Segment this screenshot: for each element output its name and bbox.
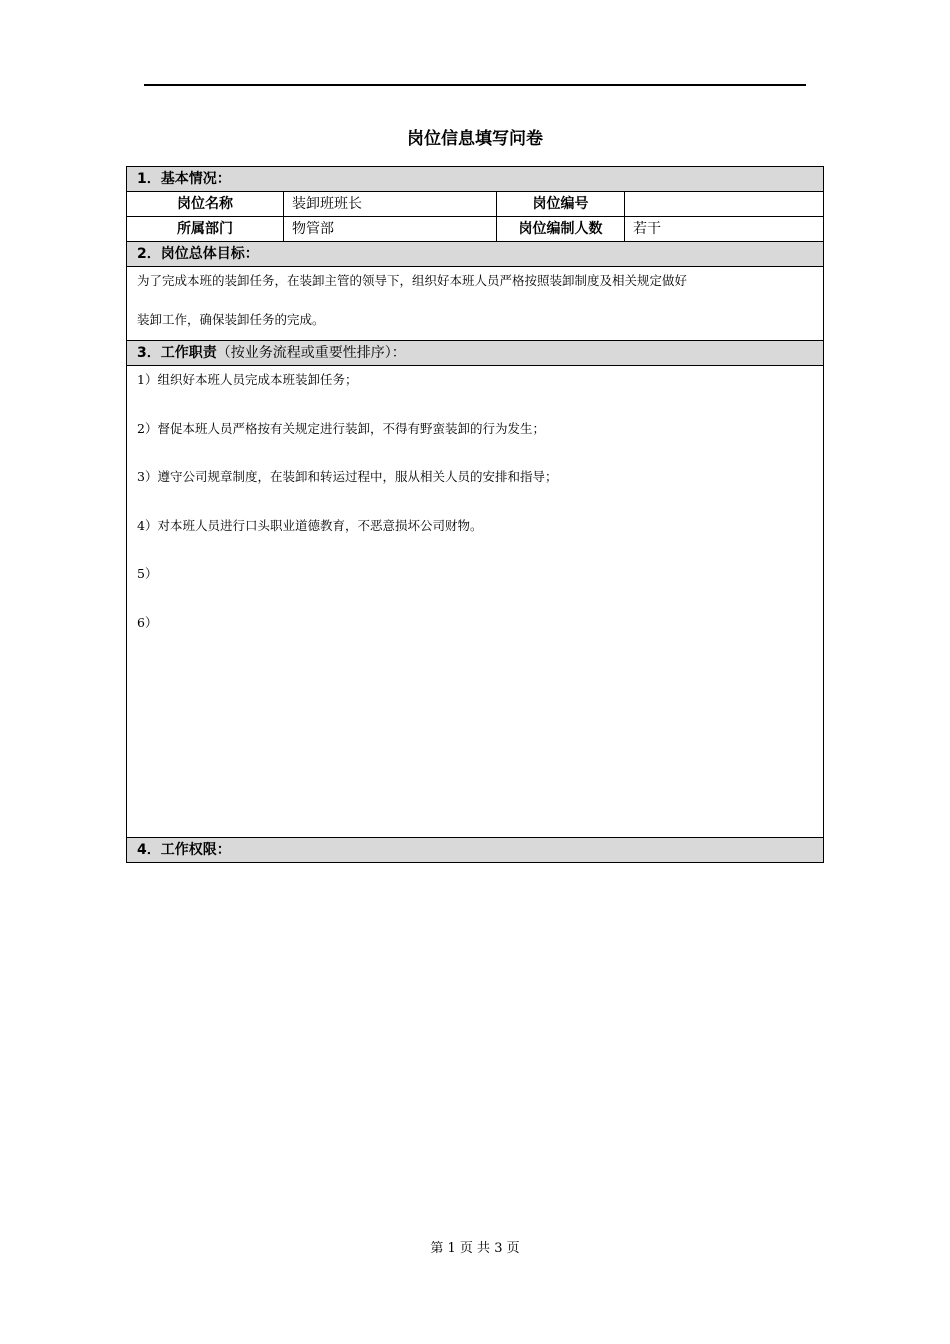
duty-item: 6） bbox=[137, 614, 158, 630]
headcount-label: 岗位编制人数 bbox=[497, 217, 625, 241]
section-basic-info-heading: 1．基本情况： bbox=[127, 167, 823, 192]
duty-item: 4）对本班人员进行口头职业道德教育，不恶意损坏公司财物。 bbox=[137, 517, 483, 533]
duty-item: 3）遵守公司规章制度，在装卸和转运过程中，服从相关人员的安排和指导； bbox=[137, 469, 558, 484]
header-rule bbox=[144, 84, 806, 86]
section-authority-heading: 4．工作权限： bbox=[127, 838, 823, 862]
goal-text-area[interactable] bbox=[127, 267, 823, 341]
position-name-label: 岗位名称 bbox=[127, 192, 284, 216]
duties-text-area[interactable] bbox=[127, 366, 823, 838]
position-name-value[interactable]: 装卸班班长 bbox=[284, 192, 497, 216]
section-duties-heading bbox=[127, 341, 823, 366]
questionnaire-form bbox=[126, 166, 824, 863]
info-row-1 bbox=[127, 192, 823, 217]
position-code-value[interactable] bbox=[625, 192, 823, 216]
goal-line-1: 为了完成本班的装卸任务，在装卸主管的领导下，组织好本班人员严格按照装卸制度及相关规定做好 bbox=[137, 273, 688, 288]
goal-line-2: 装卸工作，确保装卸任务的完成。 bbox=[137, 312, 325, 327]
duty-item: 5） bbox=[137, 566, 158, 581]
department-value[interactable]: 物管部 bbox=[284, 217, 497, 241]
position-code-label: 岗位编号 bbox=[497, 192, 625, 216]
page-footer: 第 1 页 共 3 页 bbox=[430, 1241, 520, 1256]
duties-heading-title: 3．工作职责 bbox=[137, 345, 217, 361]
document-title: 岗位信息填写问卷 bbox=[407, 129, 543, 149]
duties-heading-note: （按业务流程或重要性排序）： bbox=[216, 345, 406, 361]
info-row-2 bbox=[127, 217, 823, 242]
duty-item: 1）组织好本班人员完成本班装卸任务； bbox=[137, 372, 358, 387]
duty-item: 2）督促本班人员严格按有关规定进行装卸，不得有野蛮装卸的行为发生； bbox=[137, 420, 545, 436]
headcount-value[interactable]: 若干 bbox=[633, 221, 661, 237]
department-label: 所属部门 bbox=[127, 217, 284, 241]
section-goal-heading: 2．岗位总体目标： bbox=[127, 242, 823, 267]
